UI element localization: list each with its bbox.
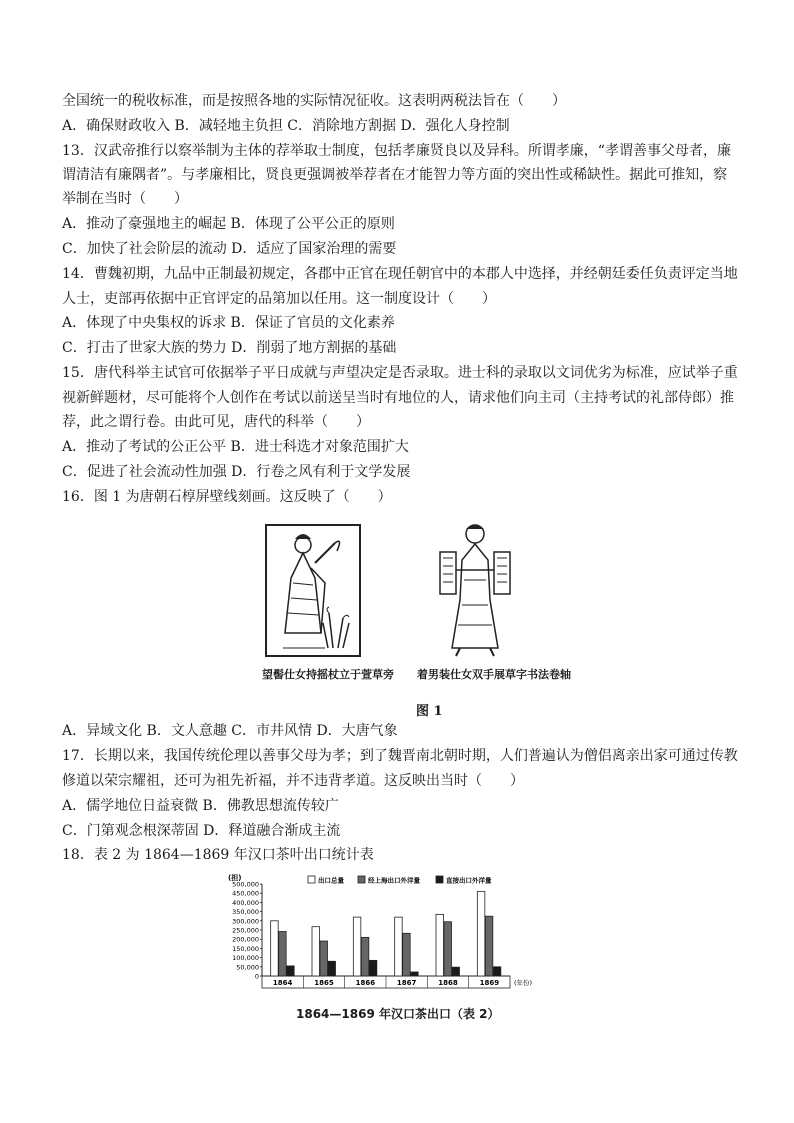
y-tick-label: 0 [254,972,259,981]
legend-swatch-series-2 [358,876,365,883]
q16-stem: 16．图 1 为唐朝石椁屏壁线刻画。这反映了（ ） [62,489,392,505]
bar-1865-series-3 [328,961,336,976]
x-tick-label: 1865 [314,979,334,987]
bar-1864-series-2 [279,931,287,976]
y-tick-label: 200,000 [232,935,259,944]
q15-stem-line-2: 视新鲜题材，尽可能将个人创作在考试以前送呈当时有地位的人，请求他们向主司（主持考试的礼部侍郎）推 [62,390,734,406]
bar-1866-series-3 [369,960,377,976]
x-tick-label: 1864 [272,979,293,987]
x-axis-label: (年份) [514,979,533,987]
bar-1868-series-3 [452,967,460,976]
bar-1867-series-1 [395,917,403,976]
q13-stem-line-1: 13．汉武帝推行以察举制为主体的荐举取士制度，包括孝廉贤良以及异科。所谓孝廉，“孝谓善事父母者，廉 [62,143,731,159]
bar-1866-series-2 [361,937,369,976]
legend-swatch-series-3 [436,876,443,883]
q13-stem-line-2: 谓清洁有廉隅者”。与孝廉相比，贤良更强调被举荐者在才能智力等方面的突出性或稀缺性。据此可推知，察 [62,167,728,183]
lady-with-staff-engraving [263,523,363,658]
y-tick-label: 50,000 [236,963,259,972]
q17-stem-line-1: 17．长期以来，我国传统伦理以善事父母为孝；到了魏晋南北朝时期，人们普遍认为僧侣离亲出家可通过传教 [62,748,738,764]
q12-stem-tail: 全国统一的税收标准，而是按照各地的实际情况征收。这表明两税法旨在（ ） [62,93,566,109]
bar-1868-series-1 [436,914,444,976]
q17-option-cd: C．门第观念根深蒂固 D．释道融合渐成主流 [62,823,341,839]
y-tick-label: 500,000 [232,880,259,889]
figure-1-right-caption: 着男装仕女双手展草字书法卷轴 [417,668,571,681]
y-tick-label: 350,000 [232,908,259,917]
tea-export-chart [210,872,540,1002]
q13-option-cd: C．加快了社会阶层的流动 D．适应了国家治理的需要 [62,241,397,257]
x-tick-label: 1869 [479,979,500,987]
y-axis-label: (担) [228,874,242,882]
bar-1867-series-3 [411,972,419,976]
bar-1869-series-2 [485,916,493,976]
y-tick-label: 400,000 [232,898,259,907]
y-tick-label: 450,000 [232,889,259,898]
table-2-bar-chart [210,872,540,1002]
lady-with-scroll-engraving [430,520,520,660]
figure-1-left-engraving [263,523,363,658]
y-tick-label: 100,000 [232,954,259,963]
bar-1868-series-2 [444,922,452,976]
bar-1866-series-1 [353,917,361,976]
y-tick-label: 300,000 [232,917,259,926]
figure-1-right-engraving [430,520,520,660]
q15-option-ab: A．推动了考试的公正公平 B．进士科选才对象范围扩大 [62,439,409,455]
q17-stem-line-2: 修道以荣宗耀祖，还可为祖先祈福，并不违背孝道。这反映出当时（ ） [62,773,524,789]
y-tick-label: 150,000 [232,944,259,953]
q14-option-cd: C．打击了世家大族的势力 D．削弱了地方割据的基础 [62,340,397,356]
x-tick-label: 1866 [355,979,376,987]
q15-stem-line-3: 荐，此之谓行卷。由此可见，唐代的科举（ ） [62,414,370,430]
bar-1865-series-1 [312,927,320,976]
q16-options: A．异域文化 B．文人意趣 C．市井风情 D．大唐气象 [62,723,398,739]
x-tick-label: 1867 [396,979,417,987]
legend-label-series-3: 直接出口外洋量 [446,876,492,885]
x-tick-label: 1868 [438,979,458,987]
bar-1864-series-1 [271,921,279,976]
q15-stem-line-1: 15．唐代科举主试官可依据举子平日成就与声望决定是否录取。进士科的录取以文词优劣为标准，应试举子重 [62,365,738,381]
bar-1869-series-1 [477,891,485,976]
q14-stem-line-2: 人士，吏部再依据中正官评定的品第加以任用。这一制度设计（ ） [62,291,496,307]
bar-1869-series-3 [493,967,501,976]
legend-swatch-series-1 [308,876,315,883]
chart-caption: 1864—1869 年汉口茶出口（表 2） [296,1007,500,1021]
q14-option-ab: A．体现了中央集权的诉求 B．保证了官员的文化素养 [62,315,395,331]
y-tick-label: 250,000 [232,926,259,935]
q12-options: A．确保财政收入 B．减轻地主负担 C．消除地方割据 D．强化人身控制 [62,118,510,134]
bar-1864-series-3 [287,966,295,976]
bar-1867-series-2 [403,933,411,976]
q13-stem-line-3: 举制在当时（ ） [62,191,188,207]
figure-1-left-caption: 望髻仕女持摇杖立于萱草旁 [262,668,394,681]
figure-1-label: 图 1 [416,704,443,719]
q15-option-cd: C．促进了社会流动性加强 D．行卷之风有利于文学发展 [62,464,411,480]
legend-label-series-2: 经上海出口外洋量 [368,876,420,885]
q13-option-ab: A．推动了豪强地主的崛起 B．体现了公平公正的原则 [62,216,395,232]
q17-option-ab: A．儒学地位日益衰微 B．佛教思想流传较广 [62,798,339,814]
bar-1865-series-2 [320,941,328,976]
legend-label-series-1: 出口总量 [318,876,344,885]
q14-stem-line-1: 14．曹魏初期，九品中正制最初规定，各郡中正官在现任朝官中的本郡人中选择，并经朝廷委任负责评定当地 [62,266,738,282]
q18-stem: 18．表 2 为 1864—1869 年汉口茶叶出口统计表 [62,847,374,863]
